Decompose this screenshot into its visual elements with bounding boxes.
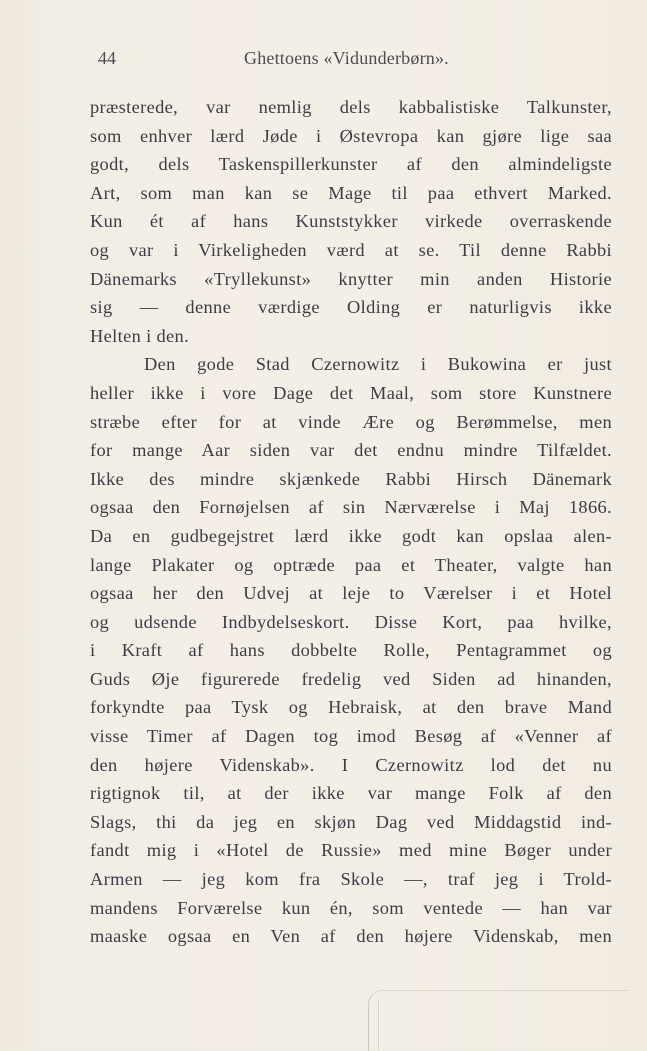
text-line: Art, som man kan se Mage til paa ethvert Marked. [90, 182, 612, 203]
text-line: præsterede, var nemlig dels kabbalistiske Talkunster, [90, 97, 612, 117]
body-text [90, 93, 612, 951]
text-line: Da en gudbegejstret lærd ikke godt kan opslaa alen- [90, 525, 612, 546]
text-line: Armen — jeg kom fra Skole —, traf jeg i Trold- [90, 869, 612, 890]
text-line: som enhver lærd Jøde i Østevropa kan gjøre lige saa [90, 125, 612, 146]
page-edge-shadow [368, 990, 629, 1051]
page-number: 44 [98, 48, 116, 68]
text-line: Ikke des mindre skjænkede Rabbi Hirsch Dänemark [90, 468, 612, 489]
text-line: for mange Aar siden var det endnu mindre Tilfældet. [90, 440, 612, 461]
text-line: Helten i den. [90, 325, 190, 346]
text-line: den højere Videnskab». I Czernowitz lod det nu [90, 754, 612, 775]
text-line: ogsaa den Fornøjelsen af sin Nærværelse i Maj 1866. [90, 497, 612, 518]
text-line: Guds Øje figurerede fredelig ved Siden ad hinanden, [90, 668, 612, 689]
text-line: godt, dels Taskenspillerkunster af den almindeligste [90, 154, 612, 175]
text-line: heller ikke i vore Dage det Maal, som store Kunstnere [90, 382, 612, 403]
text-line: rigtignok til, at der ikke var mange Folk af den [90, 783, 612, 804]
text-line: og var i Virkeligheden værd at se. Til denne Rabbi [90, 239, 612, 260]
text-line: Den gode Stad Czernowitz i Bukowina er just [144, 354, 612, 375]
text-line: fandt mig i «Hotel de Russie» med mine Bøger under [90, 840, 612, 861]
running-head [98, 48, 618, 72]
text-line: forkyndte paa Tysk og Hebraisk, at den brave Mand [90, 697, 612, 718]
text-line: ogsaa her den Udvej at leje to Værelser i et Hotel [90, 583, 612, 604]
text-line: Dänemarks «Tryllekunst» knytter min anden Historie [90, 268, 612, 289]
text-line: Slags, thi da jeg en skjøn Dag ved Middagstid ind- [90, 811, 612, 832]
running-title: Ghettoens «Vidunderbørn». [244, 48, 449, 68]
text-line: i Kraft af hans dobbelte Rolle, Pentagrammet og [90, 640, 612, 661]
text-line: Kun ét af hans Kunststykker virkede overraskende [90, 211, 612, 232]
text-line: visse Timer af Dagen tog imod Besøg af «Venner af [90, 726, 612, 747]
text-line: mandens Forværelse kun én, som ventede — han var [90, 897, 612, 918]
text-line: lange Plakater og optræde paa et Theater, valgte han [90, 554, 612, 575]
text-line: og udsende Indbydelseskort. Disse Kort, paa hvilke, [90, 611, 612, 632]
text-line: maaske ogsaa en Ven af den højere Videnskab, men [90, 926, 612, 947]
text-line: sig — denne værdige Olding er naturligvis ikke [90, 297, 612, 318]
page-edge-line [378, 1000, 383, 1050]
text-line: stræbe efter for at vinde Ære og Berømmelse, men [90, 411, 612, 432]
